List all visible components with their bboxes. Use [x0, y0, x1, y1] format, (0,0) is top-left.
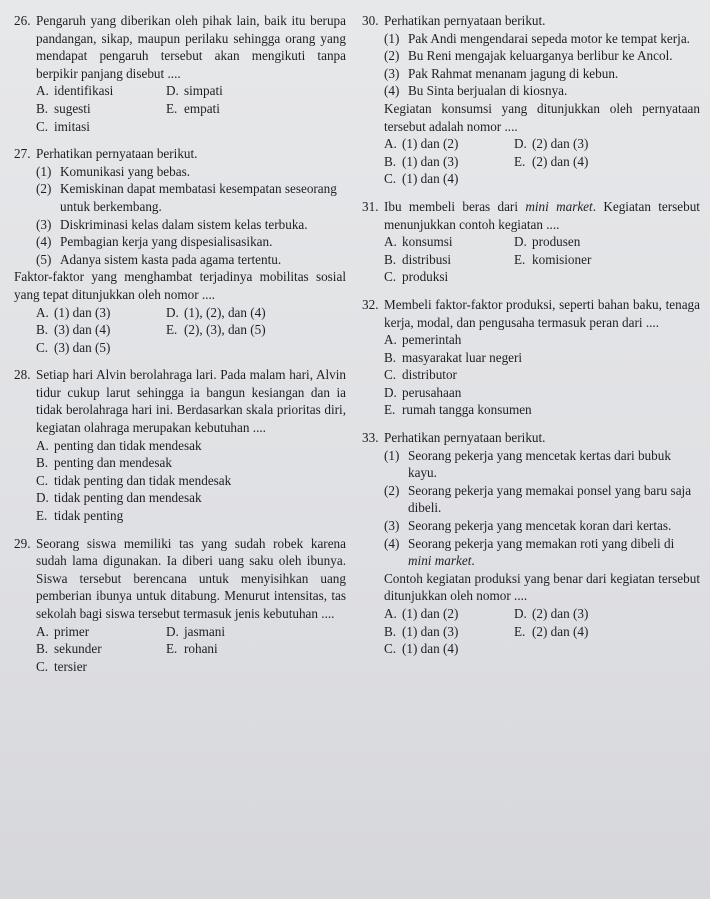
statement-number: (1): [36, 163, 52, 179]
option-letter: E.: [166, 100, 178, 116]
option-text: tidak penting dan mendesak: [54, 490, 202, 506]
option-letter: C.: [384, 171, 397, 187]
option-letter: B.: [384, 251, 397, 267]
option-text: distributor: [402, 367, 457, 383]
option-e[interactable]: [514, 623, 700, 641]
option-d[interactable]: [166, 623, 346, 641]
statement-number: (5): [36, 251, 52, 267]
option-letter: A.: [36, 83, 49, 99]
statement-number: (2): [384, 482, 400, 498]
option-letter: A.: [36, 304, 49, 320]
right-column: [362, 12, 700, 668]
option-text: identifikasi: [54, 83, 114, 99]
option-text: rohani: [184, 641, 218, 657]
option-b[interactable]: [36, 321, 166, 339]
option-c[interactable]: [36, 472, 346, 490]
option-letter: A.: [36, 437, 49, 453]
statement-number: (3): [384, 518, 400, 534]
stem-italic: mini market: [525, 198, 593, 214]
option-b[interactable]: [36, 100, 166, 118]
option-letter: D.: [166, 304, 179, 320]
option-a[interactable]: [384, 135, 514, 153]
statement-item: [384, 65, 700, 83]
statement-number: (1): [384, 447, 400, 463]
option-b[interactable]: [384, 153, 514, 171]
option-d[interactable]: [514, 135, 700, 153]
statement-item: [36, 216, 346, 234]
question-28: [14, 366, 346, 524]
statement-list: [14, 163, 346, 269]
option-text: simpati: [184, 83, 223, 99]
statement-number: (4): [36, 234, 52, 250]
option-letter: E.: [36, 508, 48, 524]
option-text: produksi: [402, 269, 449, 285]
option-a[interactable]: [36, 623, 166, 641]
statement-part: .: [471, 553, 475, 569]
option-letter: B.: [36, 100, 49, 116]
option-text: (3) dan (4): [54, 322, 111, 338]
option-text: (1) dan (4): [402, 641, 459, 657]
question-stem: Perhatikan pernyataan berikut.: [36, 146, 198, 162]
statement-number: (1): [384, 30, 400, 46]
option-b[interactable]: [384, 623, 514, 641]
question-number: 32.: [362, 296, 379, 312]
question-prompt: Contoh kegiatan produksi yang benar dari kegiatan tersebut ditunjukkan oleh nomor ....: [384, 570, 700, 604]
question-number: 33.: [362, 430, 379, 446]
option-e[interactable]: [166, 321, 346, 339]
option-text: jasmani: [184, 623, 226, 639]
option-text: masyarakat luar negeri: [402, 349, 523, 365]
statement-item: [384, 447, 700, 482]
option-letter: E.: [514, 153, 526, 169]
statement-text: Komunikasi yang bebas.: [60, 163, 191, 179]
statement-item: [384, 82, 700, 100]
option-letter: A.: [384, 234, 397, 250]
option-e[interactable]: [166, 640, 346, 658]
options: [362, 605, 700, 658]
option-letter: E.: [166, 641, 178, 657]
option-a[interactable]: [384, 605, 514, 623]
statement-number: (4): [384, 535, 400, 551]
option-text: (2) dan (3): [532, 606, 589, 621]
statement-text: Seorang pekerja yang memakai ponsel yang baru saja dibeli.: [408, 482, 692, 516]
statement-item: [384, 482, 700, 517]
left-column: [14, 12, 346, 685]
option-letter: D.: [166, 83, 179, 99]
option-c[interactable]: [36, 118, 166, 136]
option-a[interactable]: [36, 82, 166, 100]
option-d[interactable]: [166, 304, 346, 322]
question-33: [362, 429, 700, 658]
option-letter: C.: [36, 658, 49, 674]
option-e[interactable]: [166, 100, 346, 118]
statement-text: Seorang pekerja yang mencetak kertas dari bubuk kayu.: [408, 447, 671, 481]
option-letter: C.: [384, 641, 397, 657]
options: [14, 623, 346, 676]
statement-item: [36, 180, 346, 215]
options: [362, 135, 700, 188]
option-letter: B.: [36, 455, 49, 471]
option-text: rumah tangga konsumen: [402, 402, 532, 418]
option-text: empati: [184, 100, 220, 116]
question-27: [14, 145, 346, 356]
options: [14, 437, 346, 525]
statement-number: (2): [384, 48, 400, 64]
statement-text: Diskriminasi kelas dalam sistem kelas terbuka.: [60, 216, 308, 232]
option-text: (1) dan (3): [402, 623, 459, 639]
option-letter: C.: [36, 339, 49, 355]
option-e[interactable]: [36, 507, 346, 525]
statement-item: [36, 163, 346, 181]
question-stem: Setiap hari Alvin berolahraga lari. Pada malam hari, Alvin tidur cukup larut sehingga ia bangun kesiangan dan ia tidak berolahraga hari ini. Berdasarkan skala prioritas diri, kegiatan olahraga merupakan kebutuhan ....: [36, 367, 346, 436]
option-letter: D.: [36, 490, 49, 506]
option-letter: A.: [384, 332, 397, 348]
option-c[interactable]: [384, 268, 514, 286]
statement-text: Bu Sinta berjualan di kiosnya.: [408, 83, 568, 99]
statement-item: [384, 535, 700, 570]
option-text: (1) dan (3): [54, 304, 111, 320]
options: [362, 233, 700, 286]
statement-item: [384, 47, 700, 65]
option-letter: A.: [384, 606, 397, 621]
option-text: (2) dan (4): [532, 153, 589, 169]
option-text: (1) dan (3): [402, 153, 459, 169]
option-a[interactable]: [384, 233, 514, 251]
option-c[interactable]: [36, 339, 166, 357]
statement-text: Pak Rahmat menanam jagung di kebun.: [408, 65, 619, 81]
option-text: sugesti: [54, 100, 91, 116]
option-letter: D.: [514, 606, 527, 621]
question-number: 26.: [14, 13, 31, 28]
stem-part: . Kegiatan tersebut menunjukkan contoh kegiatan ....: [384, 198, 700, 232]
question-32: [362, 296, 700, 419]
statement-item: [384, 30, 700, 48]
option-letter: C.: [384, 367, 397, 383]
option-text: primer: [54, 623, 90, 639]
statement-item: [36, 251, 346, 269]
question-stem: Perhatikan pernyataan berikut.: [384, 430, 546, 446]
option-b[interactable]: [384, 251, 514, 269]
question-29: [14, 535, 346, 676]
statement-item: [36, 233, 346, 251]
option-text: tersier: [54, 658, 87, 674]
options: [14, 82, 346, 135]
option-letter: B.: [36, 322, 49, 338]
statement-text: Seorang pekerja yang mencetak koran dari kertas.: [408, 518, 672, 534]
question-number: 30.: [362, 13, 379, 28]
option-d[interactable]: [36, 489, 346, 507]
option-letter: D.: [514, 136, 527, 152]
statement-number: (3): [36, 216, 52, 232]
option-letter: E.: [166, 322, 178, 338]
option-text: konsumsi: [402, 234, 453, 250]
option-d[interactable]: [514, 605, 700, 623]
statement-item: [384, 517, 700, 535]
statement-text: Bu Reni mengajak keluarganya berlibur ke Ancol.: [408, 48, 673, 64]
option-letter: D.: [384, 384, 397, 400]
option-text: pemerintah: [402, 332, 462, 348]
option-d[interactable]: [166, 82, 346, 100]
option-text: (3) dan (5): [54, 339, 111, 355]
option-text: (1) dan (2): [402, 606, 459, 621]
option-letter: B.: [384, 349, 397, 365]
option-c[interactable]: [36, 658, 166, 676]
option-e[interactable]: [514, 153, 700, 171]
option-text: (1) dan (2): [402, 136, 459, 152]
question-stem: Perhatikan pernyataan berikut.: [384, 13, 546, 28]
question-stem: [384, 198, 700, 233]
question-stem: Membeli faktor-faktor produksi, seperti bahan baku, tenaga kerja, modal, dan pengusaha termasuk peran dari ....: [384, 296, 700, 330]
stem-part: Ibu membeli beras dari: [384, 198, 526, 214]
option-c[interactable]: [384, 640, 514, 658]
statement-text: Adanya sistem kasta pada agama tertentu.: [60, 251, 282, 267]
option-text: (1), (2), dan (4): [184, 304, 266, 320]
option-b[interactable]: [36, 454, 346, 472]
option-d[interactable]: [384, 384, 700, 402]
statement-number: (2): [36, 181, 52, 197]
option-letter: E.: [384, 402, 396, 418]
option-a[interactable]: [36, 437, 346, 455]
question-number: 28.: [14, 367, 31, 383]
option-a[interactable]: [384, 331, 700, 349]
option-letter: E.: [514, 251, 526, 267]
option-letter: D.: [166, 623, 179, 639]
option-text: (2) dan (4): [532, 623, 589, 639]
option-letter: C.: [384, 269, 397, 285]
option-letter: D.: [514, 234, 527, 250]
option-c[interactable]: [384, 366, 700, 384]
question-number: 27.: [14, 146, 31, 162]
option-text: (2), (3), dan (5): [184, 322, 266, 338]
question-30: [362, 12, 700, 188]
statement-text: Kemiskinan dapat membatasi kesempatan seseorang untuk berkembang.: [60, 181, 337, 214]
statement-italic: mini market: [408, 553, 472, 569]
option-text: (1) dan (4): [402, 171, 459, 187]
option-letter: B.: [384, 623, 397, 639]
option-letter: A.: [384, 136, 397, 152]
statement-list: [362, 447, 700, 570]
option-text: imitasi: [54, 118, 90, 134]
question-prompt: Faktor-faktor yang menghambat terjadinya mobilitas sosial yang tepat ditunjukkan oleh nomor ....: [14, 269, 346, 302]
option-text: tidak penting dan tidak mendesak: [54, 472, 232, 488]
option-text: (2) dan (3): [532, 136, 589, 152]
option-text: komisioner: [532, 251, 592, 267]
option-d[interactable]: [514, 233, 700, 251]
statement-number: (3): [384, 65, 400, 81]
question-31: [362, 198, 700, 286]
question-26: [14, 12, 346, 135]
option-letter: B.: [36, 641, 49, 657]
option-letter: B.: [384, 153, 397, 169]
statement-list: [362, 30, 700, 100]
statement-part: Seorang pekerja yang memakan roti yang dibeli di: [408, 535, 675, 551]
option-text: penting dan mendesak: [54, 455, 172, 471]
options: [14, 304, 346, 357]
question-number: 29.: [14, 535, 31, 551]
statement-text: Pembagian kerja yang dispesialisasikan.: [60, 234, 273, 250]
option-text: distribusi: [402, 251, 452, 267]
question-stem: Seorang siswa memiliki tas yang sudah robek karena sudah lama digunakan. Ia diberi uang saku oleh ibunya. Siswa tersebut berencana untuk menyisihkan uang pemberian ibunya untuk ditabung. Menurut intensitas, tas sekolah bagi siswa tersebut termasuk jenis kebutuhan ....: [36, 535, 346, 621]
option-letter: E.: [514, 623, 526, 639]
option-e[interactable]: [384, 401, 700, 419]
option-text: tidak penting: [54, 508, 124, 524]
option-e[interactable]: [514, 251, 700, 269]
statement-text: [408, 535, 700, 570]
option-a[interactable]: [36, 304, 166, 322]
option-letter: C.: [36, 472, 49, 488]
option-text: perusahaan: [402, 384, 462, 400]
statement-text: Pak Andi mengendarai sepeda motor ke tempat kerja.: [408, 30, 690, 46]
option-b[interactable]: [36, 640, 166, 658]
statement-number: (4): [384, 83, 400, 99]
option-text: penting dan tidak mendesak: [54, 437, 202, 453]
option-c[interactable]: [384, 170, 514, 188]
option-letter: C.: [36, 118, 49, 134]
option-letter: A.: [36, 623, 49, 639]
option-b[interactable]: [384, 349, 700, 367]
options: [362, 331, 700, 419]
question-number: 31.: [362, 198, 379, 214]
question-stem: Pengaruh yang diberikan oleh pihak lain, baik itu berupa pandangan, sikap, maupun perilaku sehingga orang yang mendapat pengaruh tersebut akan mengikuti tanpa berpikir panjang disebut ....: [36, 13, 346, 81]
option-text: produsen: [532, 234, 581, 250]
question-prompt: Kegiatan konsumsi yang ditunjukkan oleh pernyataan tersebut adalah nomor ....: [384, 100, 700, 134]
option-text: sekunder: [54, 641, 102, 657]
